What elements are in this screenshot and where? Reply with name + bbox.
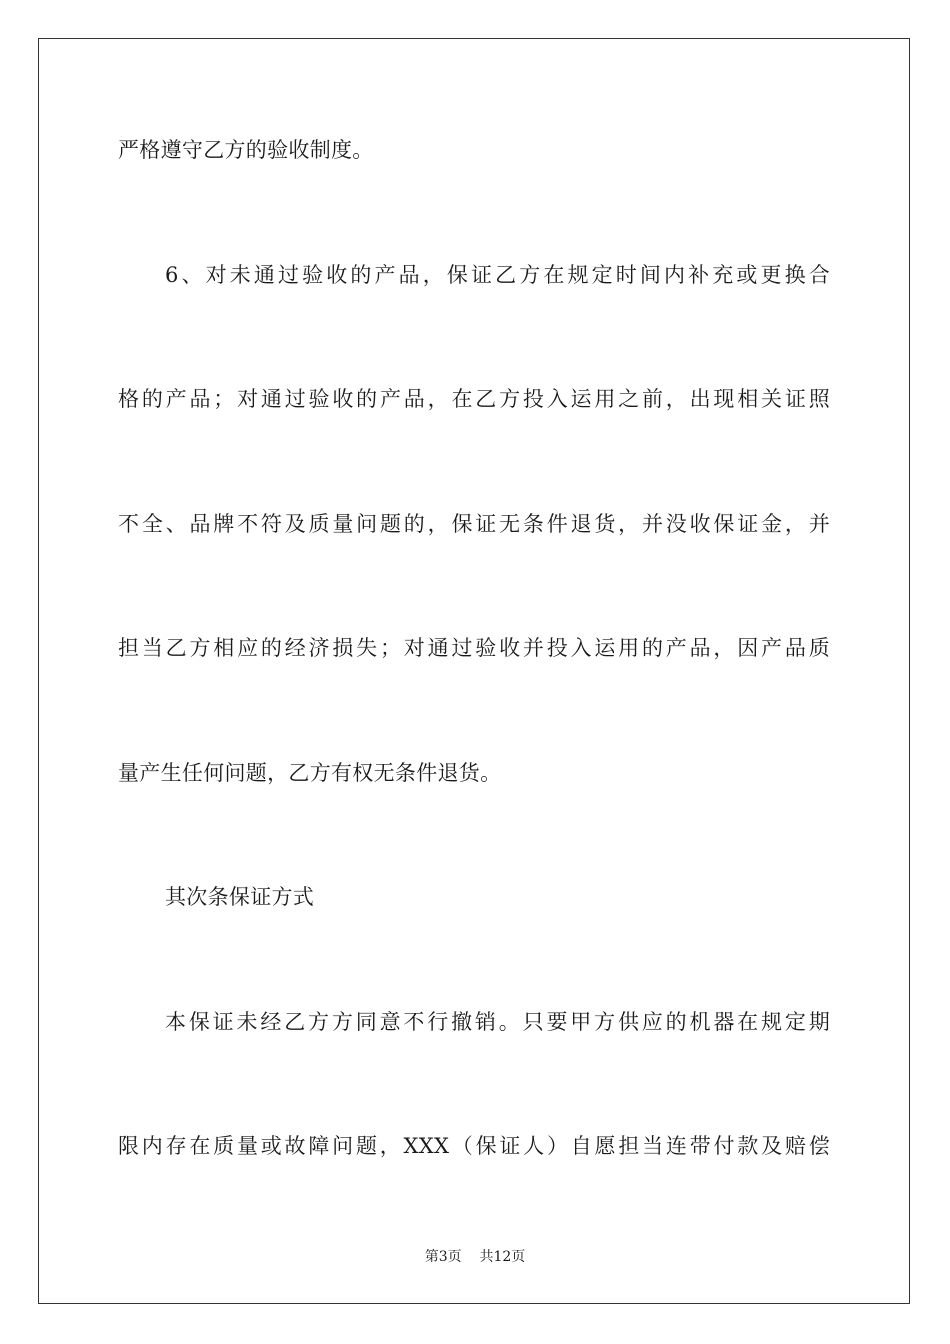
text-line-9: 限内存在质量或故障问题，XXX（保证人）自愿担当连带付款及赔偿	[118, 1134, 830, 1158]
text-line-5: 担当乙方相应的经济损失；对通过验收并投入运用的产品，因产品质	[118, 636, 830, 660]
text-line-2: 6、对未通过验收的产品，保证乙方在规定时间内补充或更换合	[165, 263, 830, 287]
page-border	[38, 38, 910, 1304]
page-number: 第3页	[424, 1249, 462, 1265]
text-line-1: 严格遵守乙方的验收制度。	[118, 138, 374, 162]
text-line-6: 量产生任何问题，乙方有权无条件退货。	[118, 761, 502, 785]
text-line-3: 格的产品；对通过验收的产品，在乙方投入运用之前，出现相关证照	[118, 387, 830, 411]
text-line-4: 不全、品牌不符及质量问题的，保证无条件退货，并没收保证金，并	[118, 512, 830, 536]
page-total: 共12页	[479, 1249, 526, 1265]
page-footer	[0, 1247, 950, 1267]
section-heading: 其次条保证方式	[165, 885, 315, 909]
text-line-8: 本保证未经乙方方同意不行撤销。只要甲方供应的机器在规定期	[165, 1010, 830, 1034]
